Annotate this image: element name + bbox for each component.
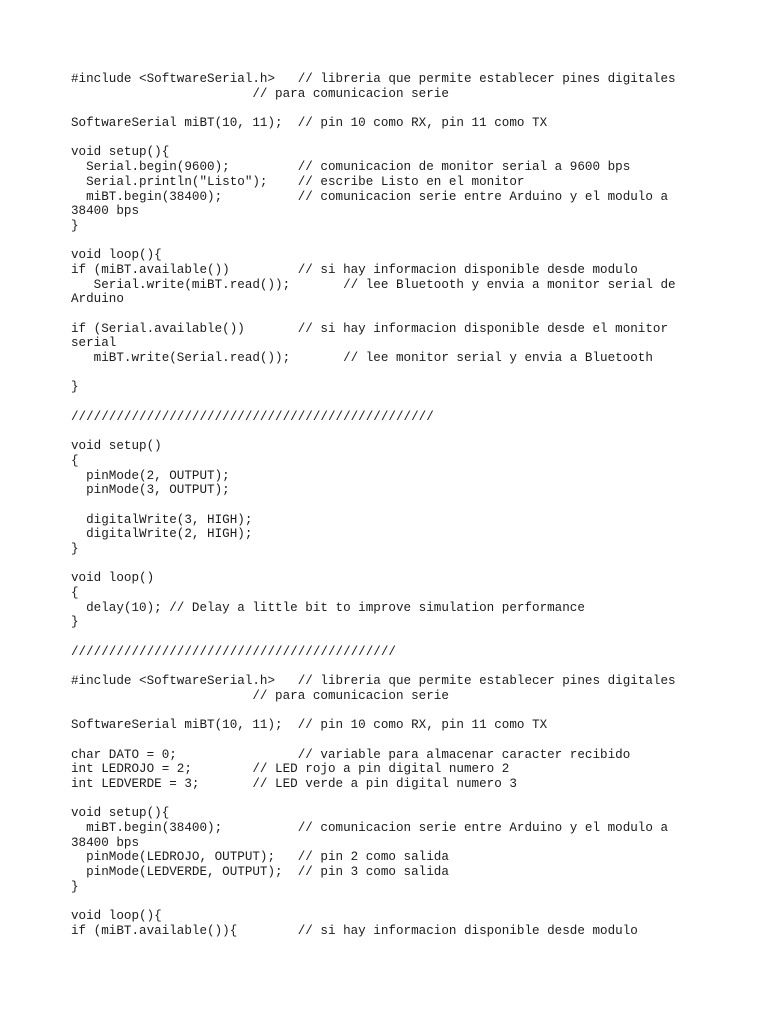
code-line: if (miBT.available()) // si hay informacion disponible desde modulo — [71, 262, 638, 277]
code-line — [71, 792, 691, 807]
code-line — [71, 234, 691, 249]
code-line — [71, 660, 691, 675]
code-line — [71, 101, 691, 116]
code-line: } — [71, 542, 79, 556]
code-line: } — [71, 380, 79, 395]
code-line: /////////////////////////////////////////// — [71, 644, 396, 659]
code-line: Serial.write(miBT.read()); // lee Bluetooth y envia a monitor serial de — [71, 277, 676, 292]
code-line: pinMode(2, OUTPUT); — [71, 468, 230, 483]
code-line: int LEDVERDE = 3; // LED verde a pin digital numero 3 — [71, 777, 517, 791]
code-line: 38400 bps — [71, 204, 140, 219]
code-line: miBT.write(Serial.read()); // lee monitor serial y envia a Bluetooth — [71, 351, 653, 366]
code-line: char DATO = 0; // variable para almacenar caracter recibido — [71, 747, 631, 762]
code-line — [71, 733, 691, 748]
code-line — [71, 307, 691, 322]
code-line: Serial.begin(9600); // comunicacion de monitor serial a 9600 bps — [71, 160, 631, 175]
code-line: { — [71, 453, 79, 468]
code-line: void setup() — [71, 439, 162, 454]
code-line: // para comunicacion serie — [71, 688, 449, 703]
code-line: miBT.begin(38400); // comunicacion serie entre Arduino y el modulo a — [71, 821, 669, 836]
code-line: } — [71, 218, 79, 233]
code-line: 38400 bps — [71, 835, 140, 850]
code-line: digitalWrite(2, HIGH); — [71, 527, 253, 542]
code-line: int LEDROJO = 2; // LED rojo a pin digital numero 2 — [71, 762, 510, 777]
code-line: //////////////////////////////////////////////// — [71, 409, 434, 424]
code-line — [71, 704, 691, 719]
code-line: digitalWrite(3, HIGH); — [71, 512, 253, 527]
code-line: serial — [71, 336, 117, 351]
code-line: if (Serial.available()) // si hay informacion disponible desde el monitor — [71, 321, 669, 336]
code-line: miBT.begin(38400); // comunicacion serie entre Arduino y el modulo a — [71, 189, 669, 204]
code-line: if (miBT.available()){ // si hay informacion disponible desde modulo — [71, 923, 638, 938]
code-line: #include <SoftwareSerial.h> // libreria que permite establecer pines digitales — [71, 72, 676, 86]
code-line: pinMode(3, OUTPUT); — [71, 483, 230, 498]
code-line — [71, 498, 691, 513]
code-line — [71, 557, 691, 572]
code-line: Serial.println("Listo"); // escribe Listo en el monitor — [71, 174, 525, 189]
code-line: SoftwareSerial miBT(10, 11); // pin 10 como RX, pin 11 como TX — [71, 116, 548, 131]
code-line: void setup(){ — [71, 145, 170, 160]
code-line: Arduino — [71, 292, 124, 307]
code-line: } — [71, 879, 79, 894]
code-line: void setup(){ — [71, 806, 170, 821]
code-line: void loop(){ — [71, 248, 162, 263]
code-line: { — [71, 586, 79, 601]
code-line: #include <SoftwareSerial.h> // libreria que permite establecer pines digitales — [71, 674, 676, 689]
code-line — [71, 895, 691, 910]
code-line: void loop(){ — [71, 909, 162, 924]
code-line — [71, 395, 691, 410]
code-line: void loop() — [71, 571, 155, 586]
code-line: SoftwareSerial miBT(10, 11); // pin 10 como RX, pin 11 como TX — [71, 718, 548, 733]
code-line — [71, 425, 691, 440]
code-line: pinMode(LEDVERDE, OUTPUT); // pin 3 como salida — [71, 865, 449, 880]
code-line: // para comunicacion serie — [71, 86, 449, 101]
code-line — [71, 131, 691, 146]
code-line — [71, 630, 691, 645]
code-line: } — [71, 615, 79, 630]
code-listing — [71, 72, 691, 939]
code-line: pinMode(LEDROJO, OUTPUT); // pin 2 como salida — [71, 850, 449, 865]
code-line: delay(10); // Delay a little bit to improve simulation performance — [71, 600, 585, 615]
code-line — [71, 366, 691, 381]
